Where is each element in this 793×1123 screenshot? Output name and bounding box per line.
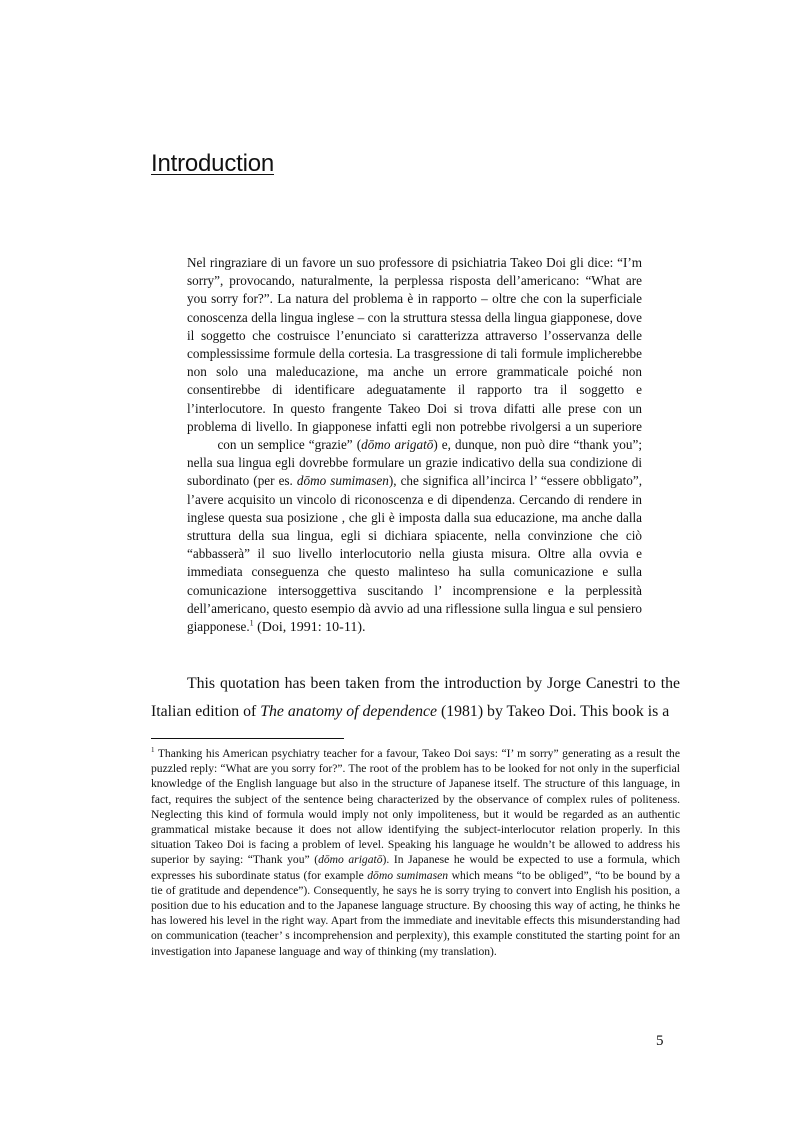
- book-title: The anatomy of dependence: [260, 703, 438, 720]
- quote-citation: (Doi, 1991: 10-11).: [253, 620, 366, 636]
- footnote-italic-domo-sumimasen: dōmo sumimasen: [367, 868, 449, 882]
- footnote-number: 1: [151, 746, 155, 755]
- section-heading: Introduction: [151, 150, 275, 177]
- quote-italic-domo-sumimasen: dōmo sumimasen: [296, 473, 389, 489]
- quote-italic-domo-arigato: dōmo arigatō: [361, 437, 434, 453]
- footnote-text-2: ). In Japanese he would be expected to use a formula, which expresses his subordinate status (for example: [151, 853, 680, 882]
- quote-text-2: ) e, dunque, non può dire “thank you”; nella sua lingua egli dovrebbe formulare un grazie indicativo della sua condizione di subordinato (per es.: [187, 437, 642, 489]
- quote-text-3: ), che significa all’incirca l’ “essere obbligato”, l’avere acquisito un vincolo di riconoscenza e di dipendenza. Cercando di rendere in inglese questa sua posizione , che gli è imposta dalla sua educazione, ma anche dalla struttura della sua lingua, egli si dichiara spiacente, nella convinzione che ciò “abbasserà” il suo livello interlocutorio nella giusta misura. Oltre alla ovvia e immediata conseguenza che questo malinteso ha sulla comunicazione e sulla comunicazione intersoggettiva suscitando l’ incomprensione e la perplessità dell’americano, questo esempio dà avvio ad una riflessione sulla lingua e sul pensiero giapponese.: [187, 473, 643, 635]
- footnote: [151, 746, 680, 959]
- block-quotation: [187, 254, 642, 637]
- footnote-italic-domo-arigato: dōmo arigatō: [318, 853, 383, 867]
- footnote-reference[interactable]: 1: [249, 618, 254, 628]
- page-number: 5: [656, 1033, 664, 1049]
- body-paragraph: [151, 670, 680, 726]
- body-text-2: (1981) by Takeo Doi. This book is a: [437, 703, 670, 720]
- footnote-text-3: which means “to be obliged”, “to be bound by a tie of gratitude and dependence”). Consequently, he says he is sorry trying to convert into English his position, a position due to his education and to the Japanese language structure. By choosing this way of acting, he thinks he has lowered his level in the right way. Apart from the immediate and inevitable effects this misunderstanding had on communication (teacher’ s incomprehension and perplexity), this example constituted the starting point for an investigation into Japanese language and way of thinking (my translation).: [151, 868, 680, 958]
- quote-text-1: Nel ringraziare di un favore un suo professore di psichiatria Takeo Doi gli dice: “I’m sorry”, provocando, naturalmente, la perplessa risposta dell’americano: “What are you sorry for?”. La natura del problema è in rapporto – oltre che con la superficiale conoscenza della lingua inglese – con la struttura stessa della lingua giapponese, dove il soggetto che costruisce l’enunciato si caratterizza attraverso l’osservanza delle complessissime formule della cortesia. La trasgressione di tali formule implicherebbe non solo una maleducazione, ma anche un errore grammaticale poiché non consentirebbe di identificare adeguatamente il rapporto tra il soggetto e l’interlocutore. In questo frangente Takeo Doi si trova difatti alle prese con un problema di livello. In giapponese infatti egli non potrebbe rivolgersi a un superiore con un semplice “grazie” (: [187, 255, 642, 453]
- body-text-1: This quotation has been taken from the introduction by Jorge Canestri to the Italian edition of: [151, 675, 680, 720]
- footnote-divider: [151, 738, 344, 739]
- footnote-text-1: Thanking his American psychiatry teacher for a favour, Takeo Doi says: “I’ m sorry” generating as a result the puzzled reply: “What are you sorry for?”. The root of the problem has to be looked for not only in the superficial knowledge of the English language but also in the structure of Japanese itself. The structure of this language, in fact, requires the subject of the sentence being characterized by the observance of complex rules of politeness. Neglecting this kind of formula would imply not only impoliteness, but it would be regarded as an authentic grammatical mistake because it does not allow identifying the subject-interlocutor relation properly. In this situation Takeo Doi is facing a problem of level. Speaking his language he wouldn’t be allowed to address his superior by saying: “Thank you” (: [151, 747, 680, 867]
